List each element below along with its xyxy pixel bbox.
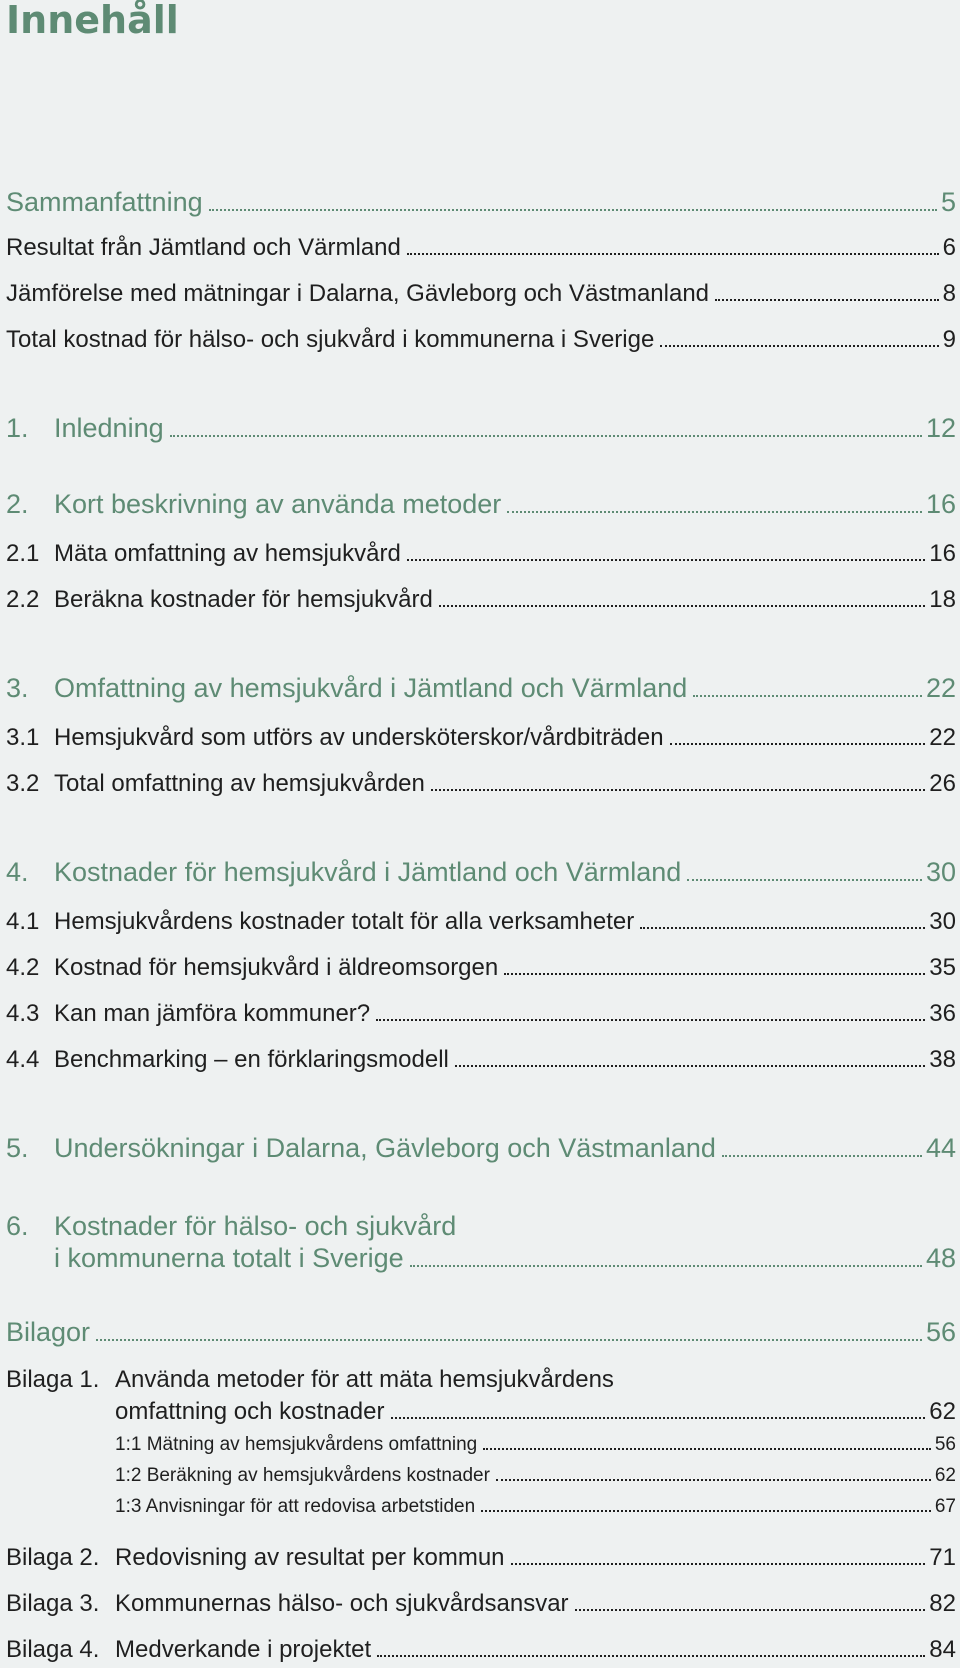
dot-leader <box>575 1609 926 1611</box>
toc-chapter-1[interactable] <box>6 412 956 444</box>
toc-entry-page: 44 <box>925 1133 956 1163</box>
toc-section-4-4[interactable] <box>6 1044 956 1076</box>
toc-entry-label: 1:1 Mätning av hemsjukvårdens omfattning <box>115 1434 478 1455</box>
toc-entry-label: Kort beskrivning av använda metoder <box>54 489 502 519</box>
dot-leader <box>407 559 925 561</box>
toc-bilaga-3[interactable] <box>6 1588 956 1620</box>
toc-bilaga-1-line1[interactable] <box>6 1364 614 1396</box>
toc-entry-page: 71 <box>929 1544 956 1571</box>
toc-subentry-1-3[interactable] <box>6 1494 956 1520</box>
dot-leader <box>377 1655 925 1657</box>
toc-entry-label: Total omfattning av hemsjukvården <box>54 770 425 797</box>
toc-entry-page: 26 <box>929 770 956 797</box>
page-title: Innehåll <box>6 0 179 42</box>
dot-leader <box>410 1265 922 1267</box>
toc-entry-label: Medverkande i projektet <box>115 1636 372 1663</box>
toc-section-3-1[interactable] <box>6 722 956 754</box>
dot-leader <box>391 1417 926 1419</box>
chapter-number: 2. <box>6 489 29 519</box>
dot-leader <box>670 743 926 745</box>
toc-entry-label: Omfattning av hemsjukvård i Jämtland och Värmland <box>54 673 688 703</box>
toc-entry-label: Hemsjukvårdens kostnader totalt för alla verksamheter <box>54 908 635 935</box>
toc-entry-label: Hemsjukvård som utförs av undersköterskor/vårdbiträden <box>54 724 664 751</box>
dot-leader <box>693 695 922 697</box>
dot-leader <box>687 879 922 881</box>
toc-entry-label: Kommunernas hälso- och sjukvårdsansvar <box>115 1590 569 1617</box>
toc-entry-label: Redovisning av resultat per kommun <box>115 1544 505 1571</box>
toc-entry-page: 16 <box>925 489 956 519</box>
chapter-number: 5. <box>6 1133 29 1163</box>
chapter-number: 4. <box>6 857 29 887</box>
section-number: 2.2 <box>6 586 40 613</box>
toc-entry-label: Undersökningar i Dalarna, Gävleborg och Västmanland <box>54 1133 716 1163</box>
toc-chapter-6[interactable] <box>6 1242 956 1274</box>
dot-leader <box>431 789 925 791</box>
toc-entry-page: 5 <box>940 187 956 217</box>
chapter-number: 1. <box>6 413 29 443</box>
toc-entry-label-line1: Använda metoder för att mäta hemsjukvårdens <box>115 1366 614 1393</box>
toc-entry-page: 22 <box>929 724 956 751</box>
dot-leader <box>511 1563 926 1565</box>
section-number: 2.1 <box>6 540 40 567</box>
toc-entry-label: Beräkna kostnader för hemsjukvård <box>54 586 433 613</box>
section-number: 3.1 <box>6 724 40 751</box>
toc-entry-label: Kan man jämföra kommuner? <box>54 1000 371 1027</box>
toc-subentry-1-1[interactable] <box>6 1432 956 1458</box>
toc-entry-page: 22 <box>925 673 956 703</box>
appendix-number: Bilaga 4. <box>6 1636 100 1663</box>
toc-subentry-1-2[interactable] <box>6 1463 956 1489</box>
toc-entry-label: Resultat från Jämtland och Värmland <box>6 234 401 261</box>
dot-leader <box>170 435 922 437</box>
dot-leader <box>660 345 938 347</box>
toc-entry-page: 18 <box>929 586 956 613</box>
toc-entry-label: Jämförelse med mätningar i Dalarna, Gävleborg och Västmanland <box>6 280 710 307</box>
section-number: 4.1 <box>6 908 40 935</box>
toc-chapter-5[interactable] <box>6 1132 956 1164</box>
dot-leader <box>504 973 925 975</box>
toc-bilaga-4[interactable] <box>6 1634 956 1666</box>
toc-entry-label: Mäta omfattning av hemsjukvård <box>54 540 401 567</box>
dot-leader <box>640 927 925 929</box>
toc-entry-page: 9 <box>942 326 956 353</box>
dot-leader <box>407 253 939 255</box>
toc-entry-bilagor[interactable] <box>6 1316 956 1348</box>
toc-section-4-2[interactable] <box>6 952 956 984</box>
toc-entry-label: Total kostnad för hälso- och sjukvård i kommunerna i Sverige <box>6 326 655 353</box>
toc-section-2-2[interactable] <box>6 584 956 616</box>
toc-entry-page: 12 <box>925 413 956 443</box>
appendix-number: Bilaga 3. <box>6 1590 100 1617</box>
dot-leader <box>376 1019 925 1021</box>
toc-entry-total-kostnad[interactable] <box>6 324 956 356</box>
toc-entry-label-line2: omfattning och kostnader <box>115 1398 385 1425</box>
toc-entry-page: 35 <box>929 954 956 981</box>
dot-leader <box>96 1339 922 1341</box>
toc-section-4-1[interactable] <box>6 906 956 938</box>
toc-entry-label-line2: i kommunerna totalt i Sverige <box>54 1243 404 1273</box>
toc-entry-label: Bilagor <box>6 1317 91 1347</box>
toc-entry-page: 62 <box>934 1465 956 1486</box>
chapter-number: 3. <box>6 673 29 703</box>
toc-entry-page: 48 <box>925 1243 956 1273</box>
dot-leader <box>722 1155 922 1157</box>
dot-leader <box>439 605 925 607</box>
dot-leader <box>481 1510 931 1512</box>
appendix-number: Bilaga 2. <box>6 1544 100 1571</box>
toc-entry-label: Inledning <box>54 413 164 443</box>
toc-entry-page: 38 <box>929 1046 956 1073</box>
toc-entry-page: 16 <box>929 540 956 567</box>
appendix-number: Bilaga 1. <box>6 1366 100 1393</box>
section-number: 4.2 <box>6 954 40 981</box>
chapter-number: 6. <box>6 1211 29 1241</box>
toc-entry-label: 1:2 Beräkning av hemsjukvårdens kostnader <box>115 1465 490 1486</box>
toc-chapter-4[interactable] <box>6 856 956 888</box>
toc-entry-page: 30 <box>929 908 956 935</box>
toc-entry-sammanfattning[interactable] <box>6 186 956 218</box>
dot-leader <box>496 1479 931 1481</box>
toc-entry-label: Sammanfattning <box>6 187 203 217</box>
toc-section-4-3[interactable] <box>6 998 956 1030</box>
toc-entry-label: Kostnader för hemsjukvård i Jämtland och Värmland <box>54 857 682 887</box>
toc-chapter-6-line1[interactable] <box>6 1210 456 1242</box>
toc-chapter-2[interactable] <box>6 488 956 520</box>
section-number: 4.3 <box>6 1000 40 1027</box>
toc-section-3-2[interactable] <box>6 768 956 800</box>
toc-bilaga-1[interactable] <box>6 1396 956 1428</box>
toc-entry-jamforelse[interactable] <box>6 278 956 310</box>
toc-entry-label: Kostnad för hemsjukvård i äldreomsorgen <box>54 954 499 981</box>
toc-chapter-3[interactable] <box>6 672 956 704</box>
toc-entry-label: Benchmarking – en förklaringsmodell <box>54 1046 449 1073</box>
toc-entry-page: 56 <box>934 1434 956 1455</box>
toc-bilaga-2[interactable] <box>6 1542 956 1574</box>
dot-leader <box>455 1065 925 1067</box>
dot-leader <box>483 1448 931 1450</box>
toc-entry-page: 8 <box>942 280 956 307</box>
toc-entry-page: 67 <box>934 1496 956 1517</box>
section-number: 3.2 <box>6 770 40 797</box>
dot-leader <box>507 511 922 513</box>
toc-entry-page: 56 <box>925 1317 956 1347</box>
toc-section-2-1[interactable] <box>6 538 956 570</box>
toc-entry-page: 30 <box>925 857 956 887</box>
toc-entry-label: 1:3 Anvisningar för att redovisa arbetstiden <box>115 1496 476 1517</box>
toc-entry-page: 82 <box>929 1590 956 1617</box>
toc-entry-page: 36 <box>929 1000 956 1027</box>
toc-entry-page: 84 <box>929 1636 956 1663</box>
toc-entry-label-line1: Kostnader för hälso- och sjukvård <box>54 1211 457 1241</box>
toc-entry-page: 6 <box>942 234 956 261</box>
toc-entry-resultat[interactable] <box>6 232 956 264</box>
dot-leader <box>209 209 937 211</box>
dot-leader <box>715 299 939 301</box>
section-number: 4.4 <box>6 1046 40 1073</box>
toc-entry-page: 62 <box>929 1398 956 1425</box>
